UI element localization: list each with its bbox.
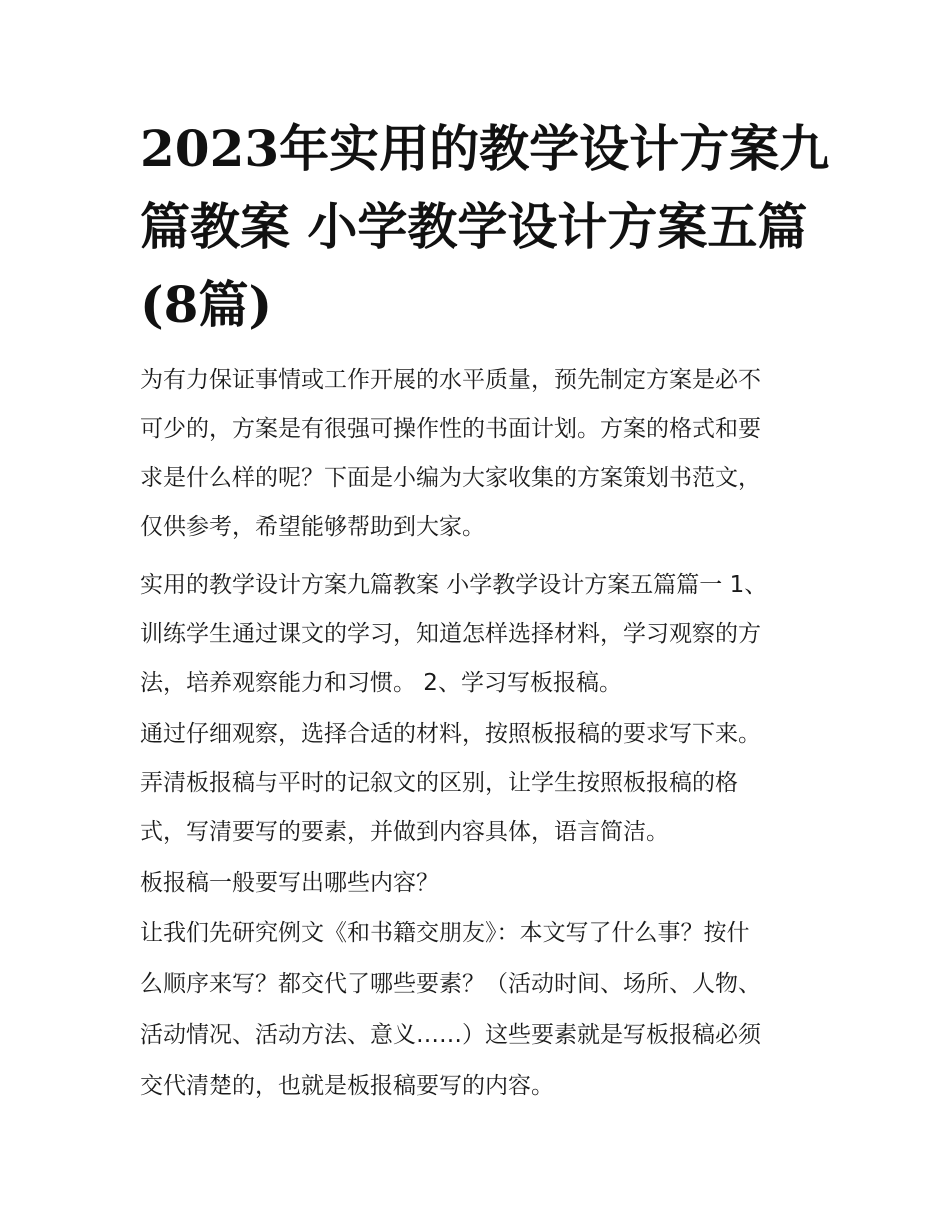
document-title-line-2: 篇教案 小学教学设计方案五篇 [140,197,808,256]
body-line-12: 让我们先研究例文《和书籍交朋友》：本文写了什么事？按什 [140,920,750,946]
body-line-10: 式，写清要写的要素，并做到内容具体，语言简洁。 [140,819,669,845]
body-line-15: 交代清楚的，也就是板报稿要写的内容。 [140,1073,554,1099]
body-line-11: 板报稿一般要写出哪些内容？ [140,870,439,896]
body-line-7: 法，培养观察能力和习惯。 2、学习写板报稿。 [140,670,622,696]
body-line-6: 训练学生通过课文的学习，知道怎样选择材料，学习观察的方 [140,621,761,647]
body-line-14: 活动情况、活动方法、意义……）这些要素就是写板报稿必须 [140,1022,761,1048]
body-line-8: 通过仔细观察，选择合适的材料，按照板报稿的要求写下来。 [140,721,761,747]
body-line-5: 实用的教学设计方案九篇教案 小学教学设计方案五篇篇一 1、 [140,572,768,598]
document-title-line-1: 2023年实用的教学设计方案九 [140,119,830,178]
body-line-9: 弄清板报稿与平时的记叙文的区别，让学生按照板报稿的格 [140,770,738,796]
document-title-line-3: (8篇) [140,275,273,334]
body-line-13: 么顺序来写？都交代了哪些要素？（活动时间、场所、人物、 [140,971,761,997]
body-line-2: 可少的，方案是有很强可操作性的书面计划。方案的格式和要 [140,416,761,442]
body-line-1: 为有力保证事情或工作开展的水平质量，预先制定方案是必不 [140,367,761,393]
body-line-3: 求是什么样的呢？下面是小编为大家收集的方案策划书范文， [140,465,761,491]
body-line-4: 仅供参考，希望能够帮助到大家。 [140,514,485,540]
